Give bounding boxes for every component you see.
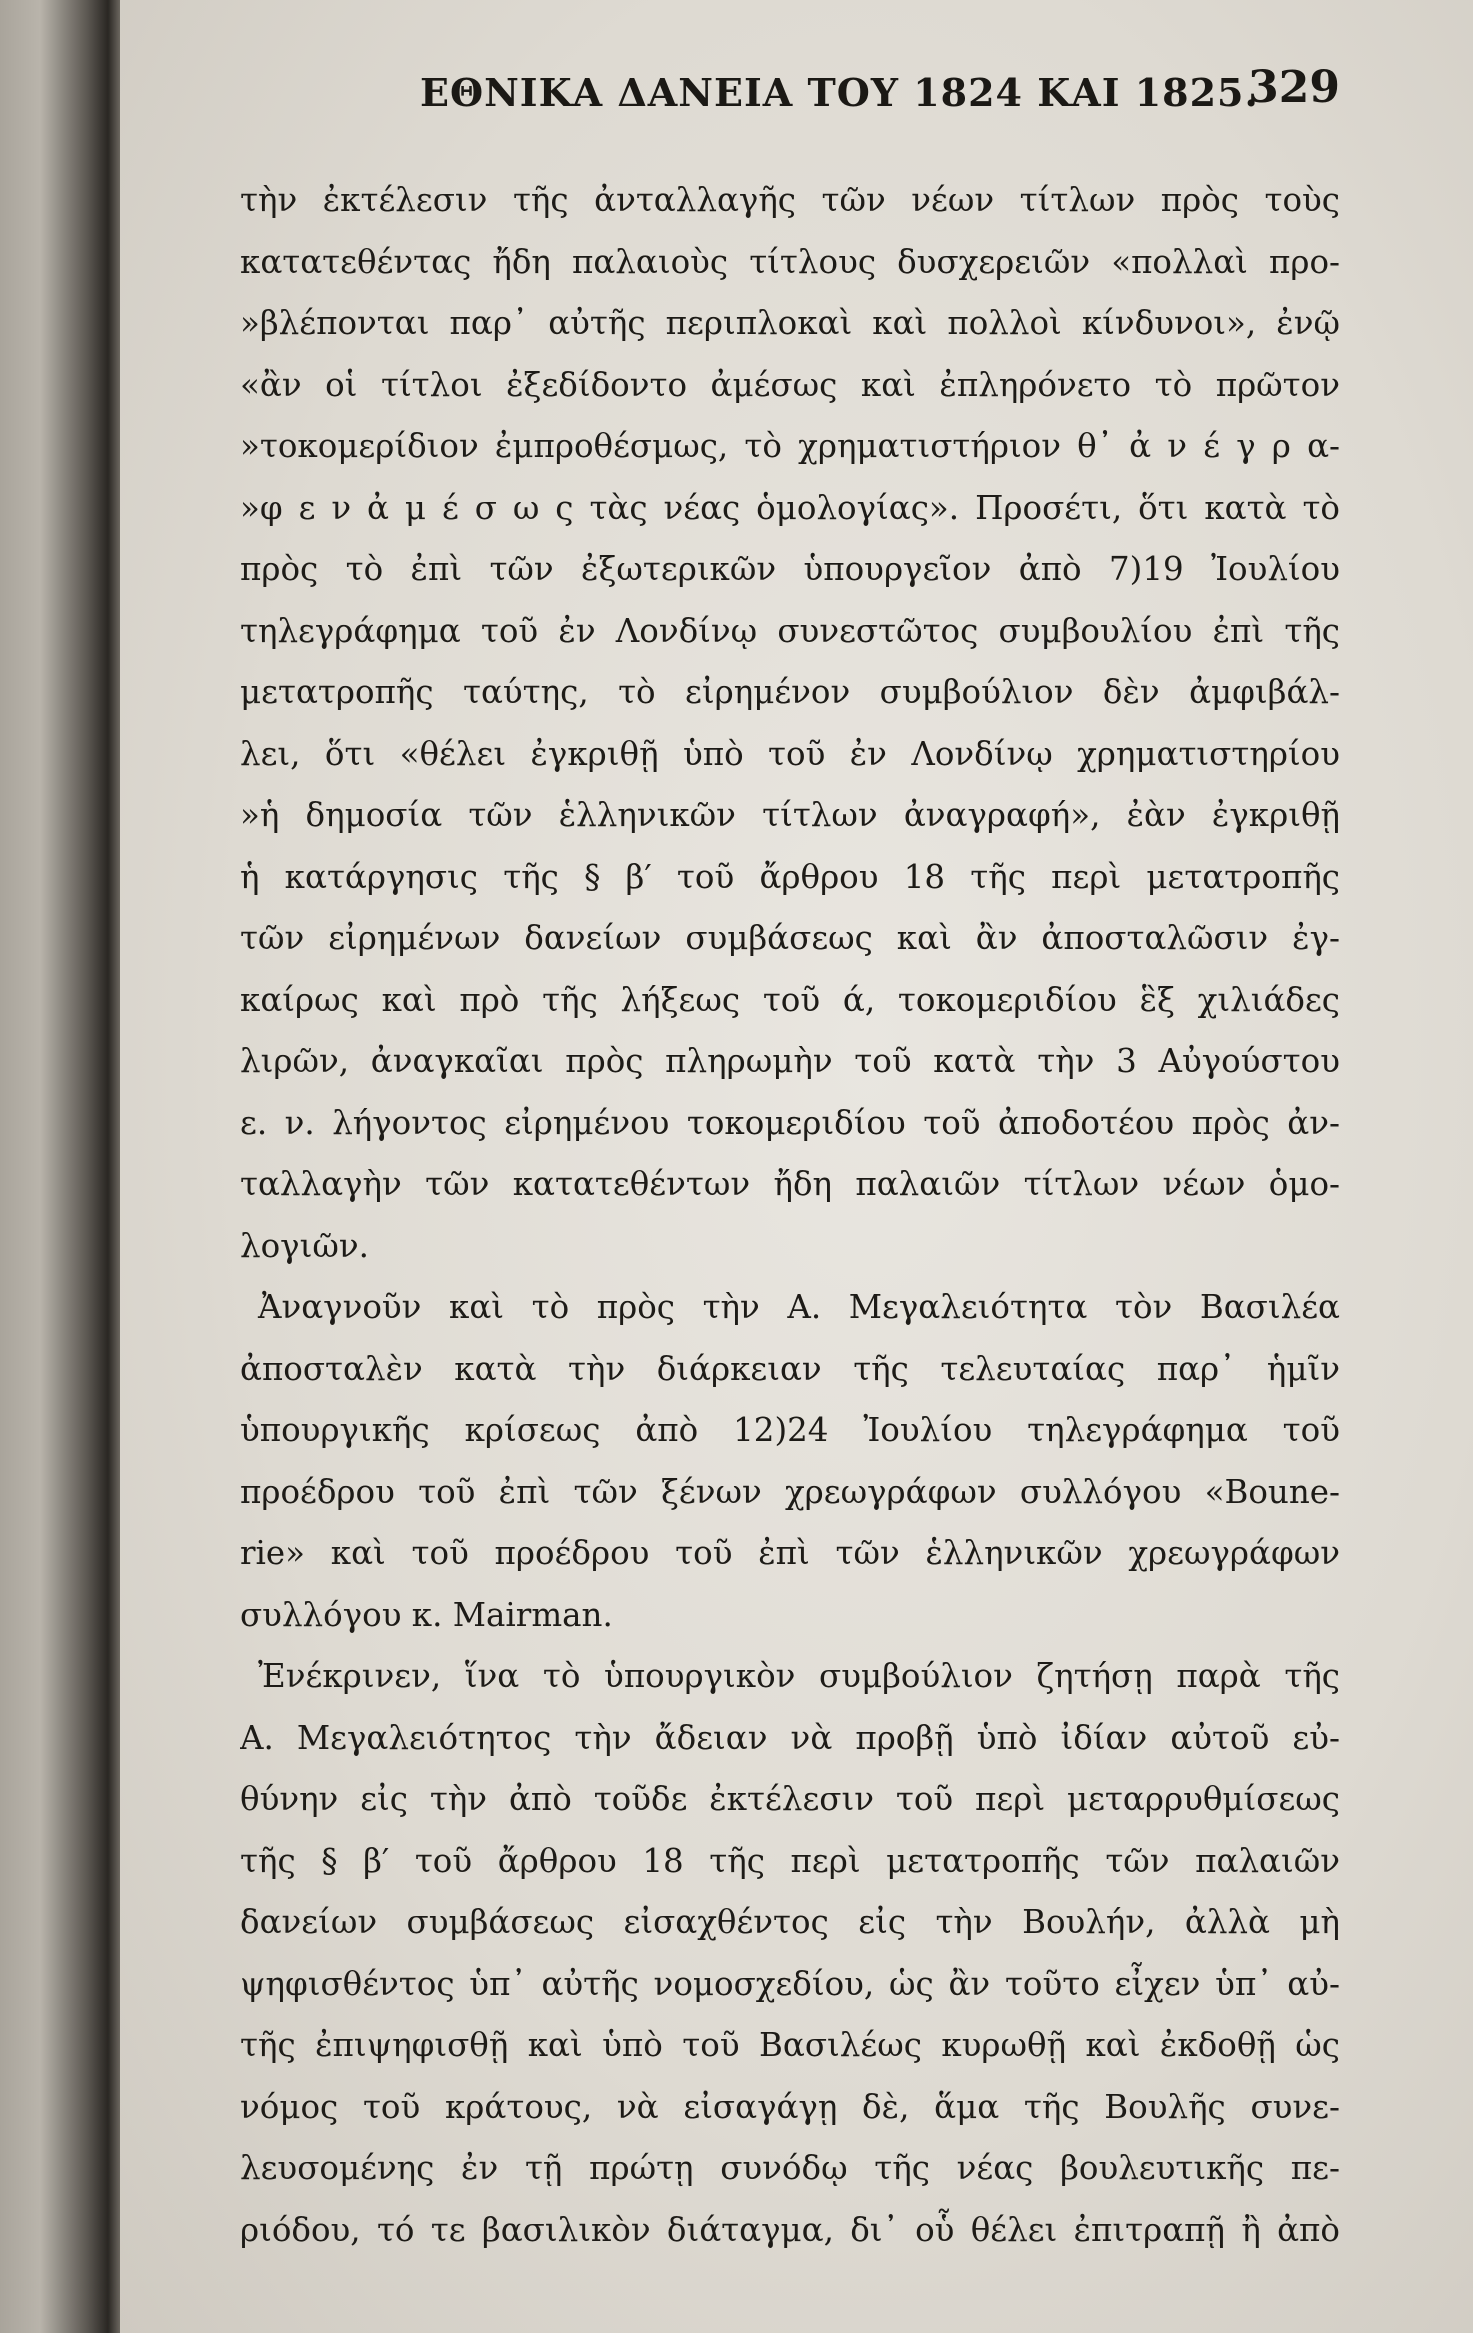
text-line: τῆς § β′ τοῦ ἄρθρου 18 τῆς περὶ μετατροπῆς τῶν παλαιῶν — [240, 1841, 1340, 1880]
running-head: ΕΘΝΙΚΑ ΔΑΝΕΙΑ ΤΟΥ 1824 ΚΑΙ 1825. — [420, 70, 1259, 115]
text-line: καίρως καὶ πρὸ τῆς λήξεως τοῦ ά, τοκομεριδίου ἓξ χιλιάδες — [240, 980, 1340, 1019]
text-line: τηλεγράφημα τοῦ ἐν Λονδίνῳ συνεστῶτος συμβουλίου ἐπὶ τῆς — [240, 611, 1340, 650]
text-line: νόμος τοῦ κράτους, νὰ εἰσαγάγῃ δὲ, ἅμα τῆς Βουλῆς συνε- — [240, 2087, 1340, 2126]
text-line: »τοκομερίδιον ἐμπροθέσμως, τὸ χρηματιστήριον θ᾽ ἀ ν έ γ ρ α- — [240, 427, 1340, 465]
text-line: ἡ κατάργησις τῆς § β′ τοῦ ἄρθρου 18 τῆς περὶ μετατροπῆς — [240, 857, 1340, 896]
text-line: ψηφισθέντος ὑπ᾽ αὐτῆς νομοσχεδίου, ὡς ἂν τοῦτο εἶχεν ὑπ᾽ αὐ- — [240, 1964, 1340, 2003]
text-line: »βλέπονται παρ᾽ αὐτῆς περιπλοκαὶ καὶ πολλοὶ κίνδυνοι», ἐνῷ — [240, 304, 1340, 342]
text-line: ἀποσταλὲν κατὰ τὴν διάρκειαν τῆς τελευταίας παρ᾽ ἡμῖν — [240, 1349, 1340, 1388]
text-line: «ἂν οἱ τίτλοι ἐξεδίδοντο ἀμέσως καὶ ἐπληρόνετο τὸ πρῶτον — [240, 365, 1340, 404]
text-line: προέδρου τοῦ ἐπὶ τῶν ξένων χρεωγράφων συλλόγου «Boune- — [240, 1472, 1340, 1511]
text-line: ε. ν. λήγοντος εἰρημένου τοκομεριδίου τοῦ ἀποδοτέου πρὸς ἀν- — [240, 1103, 1340, 1142]
text-line: ὑπουργικῆς κρίσεως ἀπὸ 12)24 Ἰουλίου τηλεγράφημα τοῦ — [240, 1411, 1340, 1449]
text-line: μετατροπῆς ταύτης, τὸ εἰρημένον συμβούλιον δὲν ἀμφιβάλ- — [240, 673, 1340, 711]
text-line: rie» καὶ τοῦ προέδρου τοῦ ἐπὶ τῶν ἑλληνικῶν χρεωγράφων — [240, 1534, 1340, 1572]
text-line: θύνην εἰς τὴν ἀπὸ τοῦδε ἐκτέλεσιν τοῦ περὶ μεταρρυθμίσεως — [240, 1780, 1340, 1818]
text-line: »φ ε ν ἀ μ έ σ ω ς τὰς νέας ὁμολογίας». Προσέτι, ὅτι κατὰ τὸ — [240, 488, 1340, 527]
book-gutter — [0, 0, 120, 2333]
text-line: συλλόγου κ. Mairman. — [240, 1595, 613, 1634]
text-line: ταλλαγὴν τῶν κατατεθέντων ἤδη παλαιῶν τίτλων νέων ὁμο- — [240, 1165, 1340, 1203]
text-line: λει, ὅτι «θέλει ἐγκριθῇ ὑπὸ τοῦ ἐν Λονδίνῳ χρηματιστηρίου — [240, 734, 1340, 773]
text-line: λιρῶν, ἀναγκαῖαι πρὸς πληρωμὴν τοῦ κατὰ τὴν 3 Αὐγούστου — [240, 1042, 1340, 1080]
page-header — [120, 62, 1340, 132]
text-line: λευσομένης ἐν τῇ πρώτῃ συνόδῳ τῆς νέας βουλευτικῆς πε- — [240, 2149, 1340, 2187]
text-line: πρὸς τὸ ἐπὶ τῶν ἐξωτερικῶν ὑπουργεῖον ἀπὸ 7)19 Ἰουλίου — [240, 550, 1340, 588]
page-number: 329 — [1248, 62, 1340, 113]
text-line: δανείων συμβάσεως εἰσαχθέντος εἰς τὴν Βουλήν, ἀλλὰ μὴ — [240, 1903, 1340, 1941]
text-line: τῶν εἰρημένων δανείων συμβάσεως καὶ ἂν ἀποσταλῶσιν ἐγ- — [240, 919, 1340, 957]
body-text — [240, 170, 1365, 2310]
text-line: »ἡ δημοσία τῶν ἑλληνικῶν τίτλων ἀναγραφή», ἐὰν ἐγκριθῇ — [240, 796, 1340, 834]
text-line: Ἀναγνοῦν καὶ τὸ πρὸς τὴν Α. Μεγαλειότητα τὸν Βασιλέα — [258, 1288, 1340, 1326]
text-line: τῆς ἐπιψηφισθῇ καὶ ὑπὸ τοῦ Βασιλέως κυρωθῇ καὶ ἐκδοθῇ ὡς — [240, 2026, 1340, 2064]
text-line: Ἐνέκρινεν, ἵνα τὸ ὑπουργικὸν συμβούλιον ζητήσῃ παρὰ τῆς — [258, 1657, 1340, 1695]
text-line: ριόδου, τό τε βασιλικὸν διάταγμα, δι᾽ οὗ θέλει ἐπιτραπῇ ἢ ἀπὸ — [240, 2210, 1340, 2249]
text-line: Α. Μεγαλειότητος τὴν ἄδειαν νὰ προβῇ ὑπὸ ἰδίαν αὐτοῦ εὐ- — [240, 1718, 1340, 1757]
text-line: λογιῶν. — [240, 1226, 369, 1265]
text-line: κατατεθέντας ἤδη παλαιοὺς τίτλους δυσχερειῶν «πολλαὶ προ- — [240, 242, 1340, 281]
text-line: τὴν ἐκτέλεσιν τῆς ἀνταλλαγῆς τῶν νέων τίτλων πρὸς τοὺς — [240, 181, 1340, 219]
